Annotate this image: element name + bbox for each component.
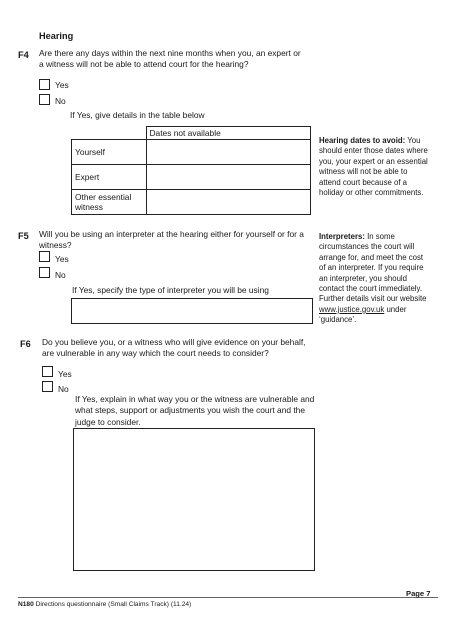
question-number-f4: F4 bbox=[18, 50, 29, 60]
question-f4-text: Are there any days within the next nine months when you, an expert or a witness will not be able to attend court for the hearing? bbox=[39, 48, 301, 70]
f5-instruction: If Yes, specify the type of interpreter you will be using bbox=[72, 285, 269, 295]
side-note-interp-body: In some circumstances the court will arrange for, and meet the cost of an interpreter. If you require an interpreter, you should contact the court immediately. Further details visit our website bbox=[319, 232, 427, 304]
question-number-f6: F6 bbox=[20, 339, 31, 349]
page-number: Page 7 bbox=[406, 589, 431, 598]
vulnerability-details-field[interactable] bbox=[73, 428, 315, 571]
f6-no-label: No bbox=[58, 384, 69, 394]
section-heading: Hearing bbox=[39, 31, 74, 41]
table-header-dates: Dates not available bbox=[146, 127, 311, 140]
side-note-interp-after: under ‘guidance’. bbox=[319, 304, 407, 325]
side-note-interp-title: Interpreters: bbox=[319, 232, 365, 241]
justice-website-link[interactable]: www.justice.gov.uk bbox=[319, 304, 385, 314]
table-row-label: Other essential witness bbox=[72, 190, 147, 215]
footer-form-title: Directions questionnaire (Small Claims Track) (11.24) bbox=[35, 601, 192, 608]
side-note-interpreters bbox=[319, 232, 429, 326]
dates-not-available-table bbox=[71, 126, 311, 215]
dates-witness-field[interactable] bbox=[146, 190, 311, 215]
footer-form-id: N180 bbox=[18, 601, 34, 608]
dates-expert-field[interactable] bbox=[146, 165, 311, 190]
f6-no-checkbox[interactable] bbox=[42, 381, 53, 392]
interpreter-type-field[interactable] bbox=[71, 298, 313, 324]
f4-yes-label: Yes bbox=[55, 80, 69, 90]
table-row-label: Yourself bbox=[72, 140, 147, 165]
table-corner-cell bbox=[72, 127, 147, 140]
f4-yes-checkbox[interactable] bbox=[39, 79, 50, 90]
f5-yes-label: Yes bbox=[55, 254, 69, 264]
question-f6-text: Do you believe you, or a witness who will give evidence on your behalf, are vulnerable in any way which the court needs to consider? bbox=[42, 337, 306, 359]
f4-no-label: No bbox=[55, 96, 66, 106]
f5-no-checkbox[interactable] bbox=[39, 267, 50, 278]
question-f5-text: Will you be using an interpreter at the hearing either for yourself or for a witness? bbox=[39, 229, 304, 251]
footer-form-reference bbox=[18, 600, 191, 609]
footer-divider bbox=[18, 597, 438, 598]
table-row-label: Expert bbox=[72, 165, 147, 190]
dates-yourself-field[interactable] bbox=[146, 140, 311, 165]
question-number-f5: F5 bbox=[18, 231, 29, 241]
f6-yes-checkbox[interactable] bbox=[42, 366, 53, 377]
side-note-dates-body: You should enter those dates where you, your expert or an essential witness will not be able to attend court because of a holiday or other commitments. bbox=[319, 136, 428, 198]
f6-instruction: If Yes, explain in what way you or the witness are vulnerable and what steps, support or adjustments you wish the court and the judge to consider. bbox=[75, 394, 315, 427]
f5-yes-checkbox[interactable] bbox=[39, 251, 50, 262]
f4-no-checkbox[interactable] bbox=[39, 94, 50, 105]
f5-no-label: No bbox=[55, 270, 66, 280]
f6-yes-label: Yes bbox=[58, 369, 72, 379]
side-note-dates-title: Hearing dates to avoid: bbox=[319, 136, 406, 145]
f4-instruction: If Yes, give details in the table below bbox=[70, 110, 205, 120]
side-note-hearing-dates bbox=[319, 136, 429, 198]
